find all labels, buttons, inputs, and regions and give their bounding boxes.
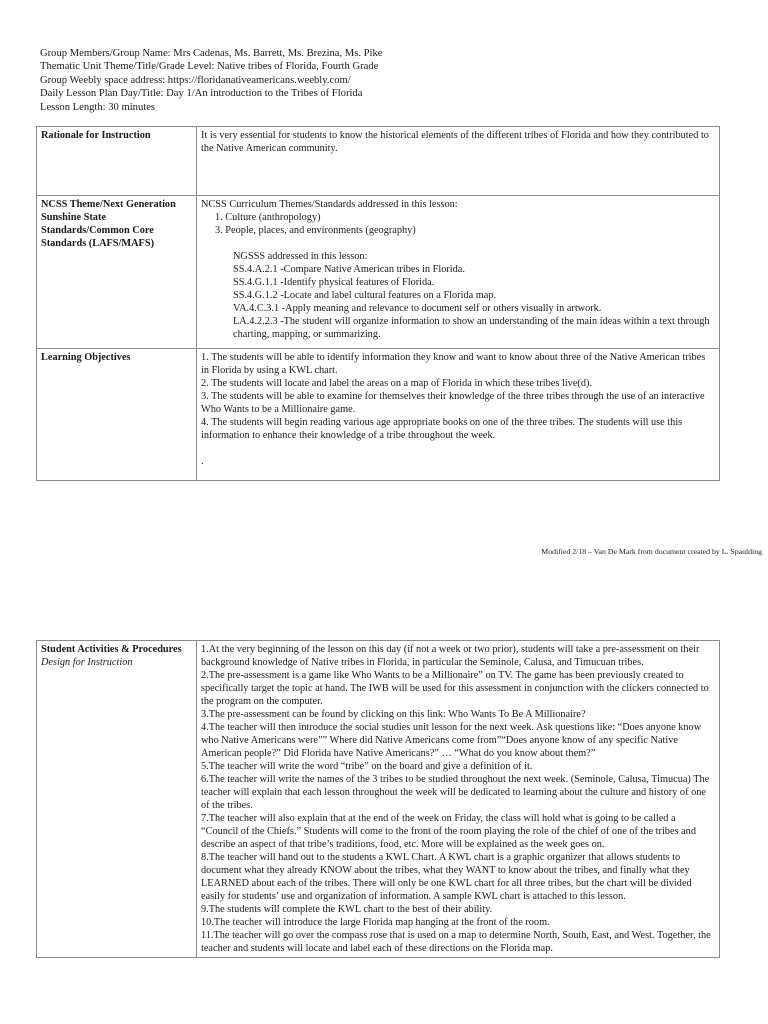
activity-step: 7.The teacher will also explain that at the end of the week on Friday, the class will hold what is going to be called a “Council of the Chiefs.” Students will come to the front of the room playing the role of the chief of one of the tribes and describe an aspect of that tribe’s traditions, food, etc. More will be explained as the week goes on.: [201, 813, 696, 850]
activity-step: 10.The teacher will introduce the large Florida map hanging at the front of the room.: [201, 917, 550, 928]
group-members-line: Group Members/Group Name: Mrs Cadenas, Ms. Barrett, Ms. Brezina, Ms. Pike: [40, 48, 383, 59]
activity-step: 3.The pre-assessment can be found by clicking on this link: Who Wants To Be A Millionaire?: [201, 709, 586, 720]
activity-step: 4.The teacher will then introduce the social studies unit lesson for the next week. Ask questions like: “Does anyone know who Native Americans were”” Where did Native Americans come from”“Does anyone know of any specific Native American people?” Did Florida have Native Americans?” … “What do you know about them?”: [201, 722, 702, 759]
activities-row: [37, 641, 720, 958]
activity-step: 9.The students will complete the KWL chart to the best of their ability.: [201, 904, 493, 915]
objectives-trailing: .: [201, 456, 204, 467]
weebly-address-line: Group Weebly space address: https://floridanativeamericans.weebly.com/: [40, 74, 351, 86]
activity-step: 5.The teacher will write the word “tribe” on the board and give a definition of it.: [201, 761, 533, 772]
ngsss-heading: NGSSS addressed in this lesson:: [233, 251, 368, 262]
activity-step: 6.The teacher will write the names of the 3 tribes to be studied throughout the next week. (Seminole, Calusa, Timucua) The teacher will explain that each lesson throughout the week will be dedicated to learning about the culture and history of one of the tribes.: [201, 774, 710, 811]
objective-item: 1. The students will be able to identify information they know and want to know about three of the Native American tribes in Florida by using a KWL chart.: [201, 352, 706, 376]
activity-step: 8.The teacher will hand out to the students a KWL Chart. A KWL chart is a graphic organizer that allows students to document what they already KNOW about the tribes, what they WANT to know about the tribes, and finally what they LEARNED about each of the tribes. There will only be one KWL chart for all three tribes, but the chart will be divided easily for students’ use and organization of information. A sample KWL chart is attached to this lesson.: [201, 852, 692, 902]
ncss-label: NCSS Theme/Next Generation Sunshine State Standards/Common Core Standards (LAFS/MAFS): [37, 196, 197, 349]
thematic-unit-line: Thematic Unit Theme/Title/Grade Level: Native tribes of Florida, Fourth Grade: [40, 61, 379, 73]
activity-step: 1.At the very beginning of the lesson on this day (if not a week or two prior), students will take a pre-assessment on their background knowledge of Native tribes in Florida, in particular the Seminole, Calusa, and Timucuan tribes.: [201, 644, 700, 668]
ncss-row: [37, 196, 720, 349]
ngsss-standard: VA.4.C.3.1 -Apply meaning and relevance to document self or others visually in artwork.: [233, 303, 602, 314]
objective-item: 3. The students will be able to examine for themselves their knowledge of the three tribes through the use of an interactive Who Wants to be a Millionaire game.: [201, 391, 705, 415]
objectives-content: [197, 349, 720, 481]
activities-sublabel: Design for Instruction: [41, 657, 133, 668]
activity-step: 2.The pre-assessment is a game like Who Wants to be a Millionaire” on TV. The game has been previously created to specifically target the topic at hand. The IWB will be used for this assessment in conjunction with the clickers connected to the program on the computer.: [201, 670, 709, 707]
objective-item: 4. The students will begin reading various age appropriate books on one of the three tribes. The students will use this information to enhance their knowledge of a tribe throughout the week.: [201, 417, 683, 441]
rationale-label: Rationale for Instruction: [37, 127, 197, 196]
objectives-label: Learning Objectives: [37, 349, 197, 481]
activities-label-text: Student Activities & Procedures: [41, 644, 182, 655]
rationale-text: It is very essential for students to know the historical elements of the different tribes of Florida and how they contributed to the Native American community.: [197, 127, 720, 196]
ngsss-standard: SS.4.G.1.1 -Identify physical features of Florida.: [233, 277, 435, 288]
ncss-content: [197, 196, 720, 349]
lesson-length-line: Lesson Length: 30 minutes: [40, 101, 156, 113]
ncss-theme-item: 1. Culture (anthropology): [215, 212, 321, 223]
activity-step: 11.The teacher will go over the compass rose that is used on a map to determine North, South, East, and West. Together, the teacher and students will locate and label each of these directions on the Florida map.: [201, 930, 711, 954]
activities-content: [197, 641, 720, 958]
ncss-intro: NCSS Curriculum Themes/Standards addressed in this lesson:: [201, 199, 458, 210]
activities-label: [37, 641, 197, 958]
footer-note: Modified 2/18 – Van De Mark from document created by L. Spaulding: [541, 547, 762, 556]
document-header: [40, 47, 740, 114]
objectives-row: [37, 349, 720, 481]
ngsss-standard: LA.4.2.2.3 -The student will organize information to show an understanding of the main ideas within a text through charting, mapping, or summarizing.: [233, 316, 710, 340]
rationale-row: [37, 127, 720, 196]
activities-table: [36, 640, 720, 958]
daily-plan-line: Daily Lesson Plan Day/Title: Day 1/An introduction to the Tribes of Florida: [40, 88, 363, 100]
objective-item: 2. The students will locate and label the areas on a map of Florida in which these tribes live(d).: [201, 378, 592, 389]
lesson-plan-table: [36, 126, 720, 481]
ngsss-standard: SS.4.A.2.1 -Compare Native American tribes in Florida.: [233, 264, 465, 275]
ngsss-standard: SS.4.G.1.2 -Locate and label cultural features on a Florida map.: [233, 290, 497, 301]
ncss-theme-item: 3. People, places, and environments (geography): [215, 225, 416, 236]
